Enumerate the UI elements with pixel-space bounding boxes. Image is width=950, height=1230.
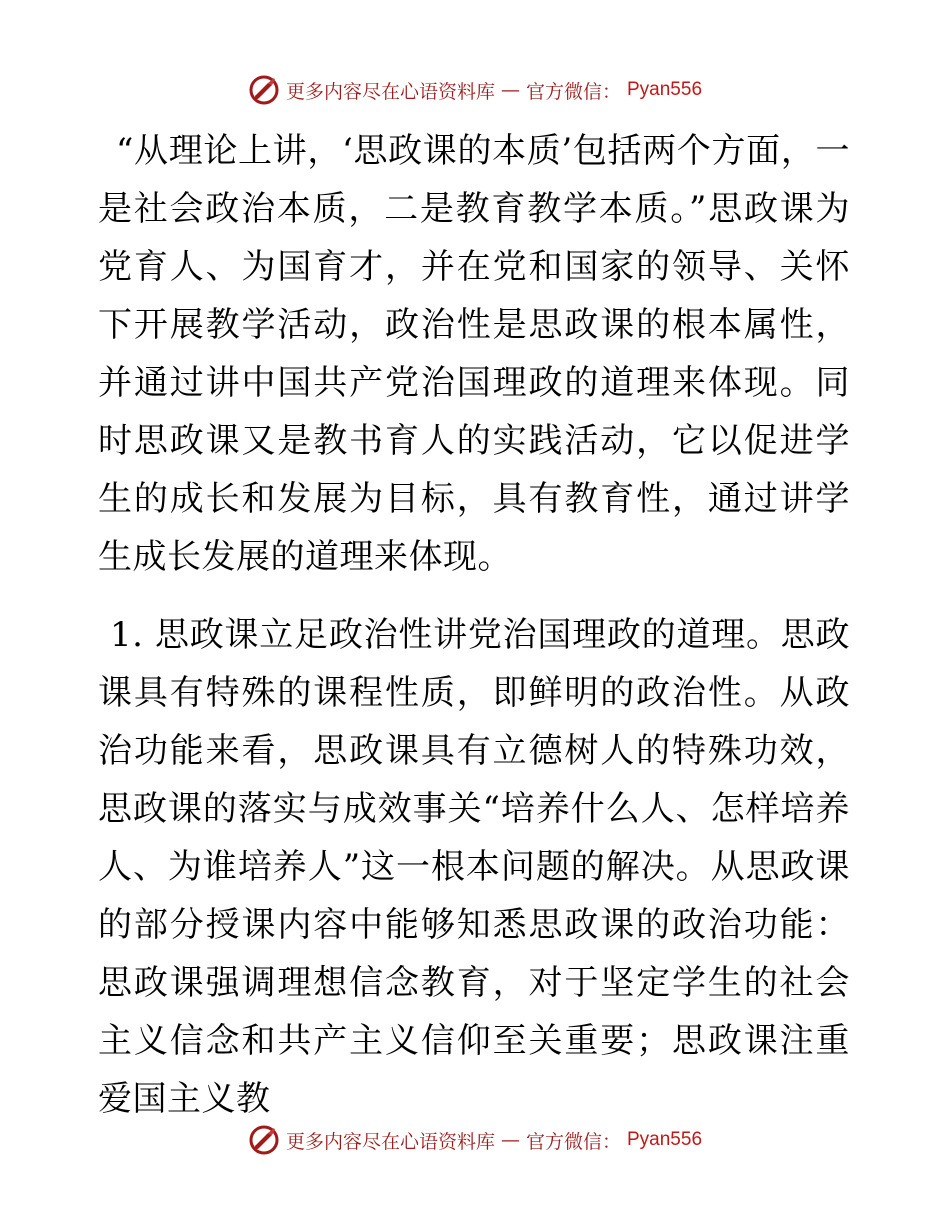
- watermark-official-label: 官方微信：: [525, 80, 621, 103]
- watermark-separator: —: [500, 79, 520, 101]
- footer-watermark: [0, 1122, 950, 1158]
- watermark-official-label: 官方微信：: [525, 1130, 621, 1153]
- watermark-brand-text: 更多内容尽在心语资料库: [285, 1130, 495, 1153]
- watermark-logo-icon: [248, 1124, 280, 1156]
- watermark-account: Pyan556: [627, 79, 703, 100]
- header-watermark: [0, 72, 950, 108]
- document-body: [98, 122, 850, 1128]
- watermark-separator: —: [500, 1129, 520, 1151]
- paragraph-point-1: 1. 思政课立足政治性讲党治国理政的道理。思政课具有特殊的课程性质，即鲜明的政治性。从政治功能来看，思政课具有立德树人的特殊功效，思政课的落实与成效事关“培养什么人、怎样培养人、为谁培养人”这一根本问题的解决。从思政课的部分授课内容中能够知悉思政课的政治功能：思政课强调理想信念教育，对于坚定学生的社会主义信念和共产主义信仰至关重要；思政课注重爱国主义教: [98, 615, 850, 1119]
- paragraph-intro: “从理论上讲，‘思政课的本质’包括两个方面，一是社会政治本质，二是教育教学本质。”思政课为党育人、为国育才，并在党和国家的领导、关怀下开展教学活动，政治性是思政课的根本属性，并通过讲中国共产党治国理政的道理来体现。同时思政课又是教书育人的实践活动，它以促进学生的成长和发展为目标，具有教育性，通过讲学生成长发展的道理来体现。: [98, 131, 850, 577]
- watermark-brand-text: 更多内容尽在心语资料库: [285, 80, 495, 103]
- watermark-logo-icon: [248, 74, 280, 106]
- watermark-account: Pyan556: [627, 1129, 703, 1150]
